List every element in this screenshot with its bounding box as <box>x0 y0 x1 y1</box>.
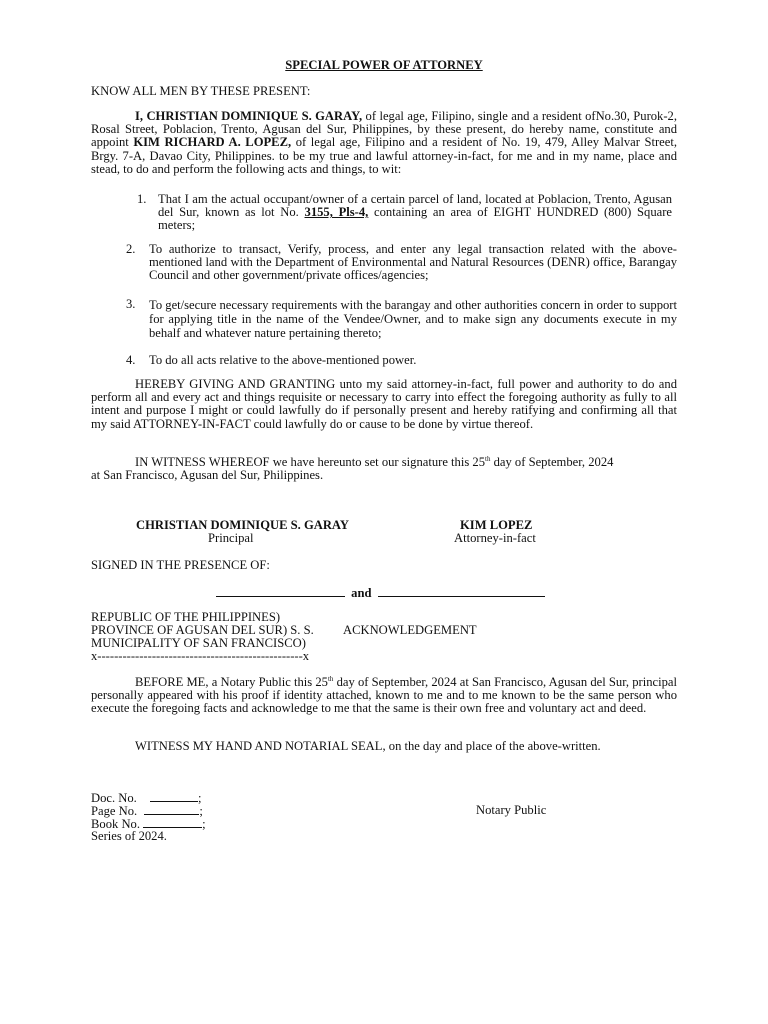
principal-name: I, CHRISTIAN DOMINIQUE S. GARAY, <box>135 109 363 123</box>
principal-signatory-name: CHRISTIAN DOMINIQUE S. GARAY <box>136 518 349 532</box>
notary-public-label: Notary Public <box>476 803 547 817</box>
lot-number: 3155, Pls-4, <box>304 205 369 220</box>
venue-republic: REPUBLIC OF THE PHILIPPINES) <box>91 610 281 624</box>
intro-paragraph: I, CHRISTIAN DOMINIQUE S. GARAY, of legal age, Filipino, single and a resident ofNo.30, Purok-2, Rosal Street, Poblacion, Trento, Agusan del Sur, Philippines, by these present, do hereby name, constitute and appoint KIM RICHARD A. LOPEZ, of legal age, Filipino and a resident of No. 19, 479, Alley Malvar Street, Brgy. 7-A, Davao City, Philippines. to be my true and lawful attorney-in-fact, for me and in my name, place and stead, to do and perform the following acts and things, to wit: <box>91 109 677 176</box>
witness-place: at San Francisco, Agusan del Sur, Philippines. <box>91 468 324 482</box>
notary-paragraph: BEFORE ME, a Notary Public this 25th day of September, 2024 at San Francisco, Agusan del Sur, principal personally appeared with his proof if identity attached, known to me and to me known to be the same person who execute the foregoing facts and acknowledge to me that the same is their own free and voluntary act and deed. <box>91 675 678 716</box>
page-no-entry: Page No. ; <box>91 804 203 818</box>
attorney-signatory-name: KIM LOPEZ <box>460 518 533 532</box>
witness-paragraph: IN WITNESS WHEREOF we have hereunto set our signature this 25th day of September, 2024 <box>135 455 614 469</box>
witness-signature-line <box>378 585 545 597</box>
attorney-role: Attorney-in-fact <box>454 531 536 545</box>
salutation: KNOW ALL MEN BY THESE PRESENT: <box>91 84 311 98</box>
granting-paragraph: HEREBY GIVING AND GRANTING unto my said attorney-in-fact, full power and authority to do and perform all and every act and things requisite or necessary to carry into effect the foregoing authority as fully to all intent and purpose I might or could lawfully do if personally present and hereby ratifying and confirming all that my said ATTORNEY-IN-FACT could lawfully do or cause to be done by virtue thereof. <box>91 377 677 431</box>
doc-no-entry: Doc. No. ; <box>91 791 202 805</box>
witness-signature-line <box>216 585 345 597</box>
series-entry: Series of 2024. <box>91 829 167 843</box>
principal-role: Principal <box>208 531 254 545</box>
venue-divider: x-------------------------------------------------x <box>91 649 310 663</box>
book-no-entry: Book No. ; <box>91 817 206 831</box>
witness-signature-lines: and <box>216 585 545 600</box>
venue-municipality: MUNICIPALITY OF SAN FRANCISCO) <box>91 636 306 650</box>
venue-province: PROVINCE OF AGUSAN DEL SUR) S. S. <box>91 623 314 637</box>
signed-presence-label: SIGNED IN THE PRESENCE OF: <box>91 558 270 572</box>
notarial-seal-statement: WITNESS MY HAND AND NOTARIAL SEAL, on the day and place of the above-written. <box>135 739 601 753</box>
document-title: SPECIAL POWER OF ATTORNEY <box>285 58 483 72</box>
acknowledgement-heading: ACKNOWLEDGEMENT <box>343 623 477 637</box>
document-page: SPECIAL POWER OF ATTORNEY KNOW ALL MEN BY THESE PRESENT: I, CHRISTIAN DOMINIQUE S. GARAY, of legal age, Filipino, single and a resident ofNo.30, Purok-2, Rosal Street, Poblacion, Trento, Agusan del Sur, Philippines, by these present, do hereby name, constitute and appoint KIM RICHARD A. LOPEZ, of legal age, Filipino and a resident of No. 19, 479, Alley Malvar Street, Brgy. 7-A, Davao City, Philippines. to be my true and lawful attorney-in-fact, for me and in my name, place and stead, to do and perform the following acts and things, to wit: 1. That I am the actual occupant/owner of a certain parcel of land, located at Poblacion, Trento, Agusan del Sur, known as lot No. 3155, Pls-4, containing an area of EIGHT HUNDRED (800) Square meters; 2. To authorize to transact, Verify, process, and enter any legal transaction related with the above-mentioned land with the Department of Environmental and Natural Resources (DENR) office, Barangay Council and other government/private offices/agencies; 3. To get/secure necessary requirements with the barangay and other authorities concern in order to support for applying title in the name of the Vendee/Owner, and to make sign any documents execute in my behalf and whatever nature pertaining thereto; 4. To do all acts relative to the above-mentioned power. HEREBY GIVING AND GRANTING unto my said attorney-in-fact, full power and authority to do and perform all and every act and things requisite or necessary to carry into effect the foregoing authority as fully to all intent and purpose I might or could lawfully do if personally present and hereby ratifying and confirming all that my said ATTORNEY-IN-FACT could lawfully do or cause to be done by virtue thereof. IN WITNESS WHEREOF we have hereunto set our signature this 25th day of September, 2024 at San Francisco, Agusan del Sur, Philippines. CHRISTIAN DOMINIQUE S. GARAY Principal KIM LOPEZ Attorney-in-fact SIGNED IN THE PRESENCE OF: and REPUBLIC OF THE PHILIPPINES) PROVINCE OF AGUSAN DEL SUR) S. S. ACKNOWLEDGEMENT MUNICIPALITY OF SAN FRANCISCO) x-------------------------------------------------x BEFORE ME, a Notary Public this 25th day of September, 2024 at San Francisco, Agusan del Sur, principal personally appeared with his proof if identity attached, known to me and to me known to be the same person who execute the foregoing facts and acknowledge to me that the same is their own free and voluntary act and deed. WITNESS MY HAND AND NOTARIAL SEAL, on the day and place of the above-written. Doc. No. ; Page No. ; Book No. ; Series of 2024. Notary Public <box>0 0 768 1024</box>
attorney-name: KIM RICHARD A. LOPEZ, <box>133 135 292 150</box>
